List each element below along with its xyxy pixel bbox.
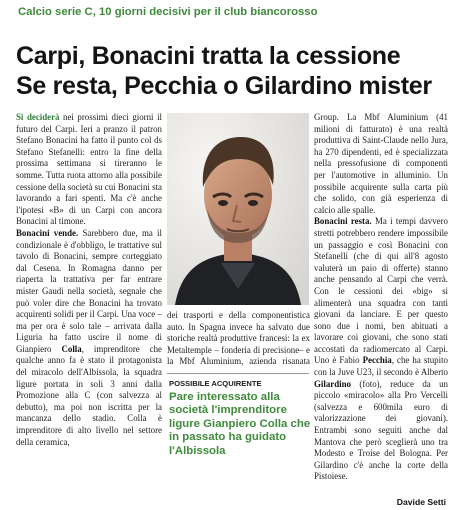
body-paragraph: [314, 216, 448, 483]
body-paragraph: [16, 228, 162, 448]
portrait-illustration: [167, 113, 309, 305]
body-text: , imprenditore che qualche anno fa è stato il protagonista del miracolo dell'Albissola, la squadra ligure portata in soli 3 anni dalla Promozione alla C (con salvezza al debutto), ma poi non iscritta per la mancanza dello stadio. Colla è imprenditore di alto livello nel settore della ceramica,: [16, 343, 162, 447]
body-column-3: [314, 112, 448, 496]
subheading-runin: Bonacini resta.: [314, 216, 372, 227]
person-name: Pecchia: [362, 355, 392, 366]
body-text: Ma i tempi davvero stretti potrebbero rendere impossibile un passaggio e così Bonacini con Stefanelli (che di qui all'8 agosto valuterà un paio di offerte) stanno anche pensando al Carpi che verrà. Con le cessioni dei «big» si alimenterà una squadra con tanti giovani da lanciare. E per questo sono due i nomi, ben abituati a lavorare coi giovani, che sono stati accostati da radiomercato al Carpi. Uno è Fabio: [314, 216, 448, 366]
headline-line-1: Carpi, Bonacini tratta la cessione: [16, 42, 401, 70]
portrait-photo: [167, 113, 309, 305]
sidebar-divider: [167, 373, 309, 374]
lead-words: Si deciderà: [16, 112, 60, 122]
body-text: , che ha stupito con la Juve U23, il secondo è Alberto: [314, 355, 448, 378]
kicker: Calcio serie C, 10 giorni decisivi per il club biancorosso: [18, 6, 318, 18]
body-paragraph: dei trasporti e della componentistica auto. In Spagna invece ha salvato due storiche realtà produttive francesi: la ex Metaltemple – fonderia di precisione– e la Mbf Aluminium, azienda risanata: [167, 310, 310, 366]
person-name: Colla: [61, 343, 82, 354]
body-text: (foto), reduce da un piccolo «miracolo» alla Pro Vercelli (salvezza e 600mila euro di valorizzazione dei giovani). Entrambi sono seguiti anche dal Mantova che però sceglierà uno tra Modesto e Troise del Bologna. Per Gilardino c'è anche la corte della Pistoiese.: [314, 378, 448, 482]
sidebar-pull-quote: Pare interessato alla società l'imprenditore ligure Gianpiero Colla che in passato ha guidato l'Albissola: [169, 391, 311, 457]
body-paragraph: [16, 112, 162, 228]
body-column-1: [16, 112, 162, 502]
body-paragraph: Group. La Mbf Aluminium (41 milioni di fatturato) è una realtà produttiva di Saint-Claude nello Jura, ha 270 dipendenti, ed è specializzata nella pressofusione di componenti per l'automotive in alluminio. Un possibile acquirente sulla carta più che solido, con già esperienza di calcio alle spalle.: [314, 112, 448, 215]
body-text: Sarebbero due, ma il condizionale è d'obbligo, le trattative sul tavolo di Bonacini, sempre corteggiato dal Cesena. In Romagna danno per riaperta la trattativa per far entrare mister Gaudi nella società, segnale che può voler dire che Bonacini ha trovato acquirenti solidi per il Carpi. Una voce – ma per ora è solo tale – arrivata dalla Liguria ha fatto uscire il nome di Gianpiero: [16, 227, 162, 354]
body-text: nei prossimi dieci giorni il futuro del Carpi. Ieri a pranzo il patron Stefano Bonacini ha fatto il punto col ds Stefano Stefanelli: entro la fine della prossima settimana si tireranno le somme. Tutta ruota attorno alla possibile cessione della società su cui Bonacini sta lavorando a fari spenti. Ma c'è anche l'ipotesi «B» di un Carpi con ancora Bonacini al timone.: [16, 112, 162, 227]
sidebar-label: POSSIBILE ACQUIRENTE: [169, 379, 262, 388]
body-column-2: [167, 310, 310, 366]
person-name: Gilardino: [314, 378, 351, 389]
author-signature: Davide Setti: [396, 497, 446, 507]
headline-line-2: Se resta, Pecchia o Gilardino mister: [16, 72, 432, 100]
subheading-runin: Bonacini vende.: [16, 227, 79, 238]
